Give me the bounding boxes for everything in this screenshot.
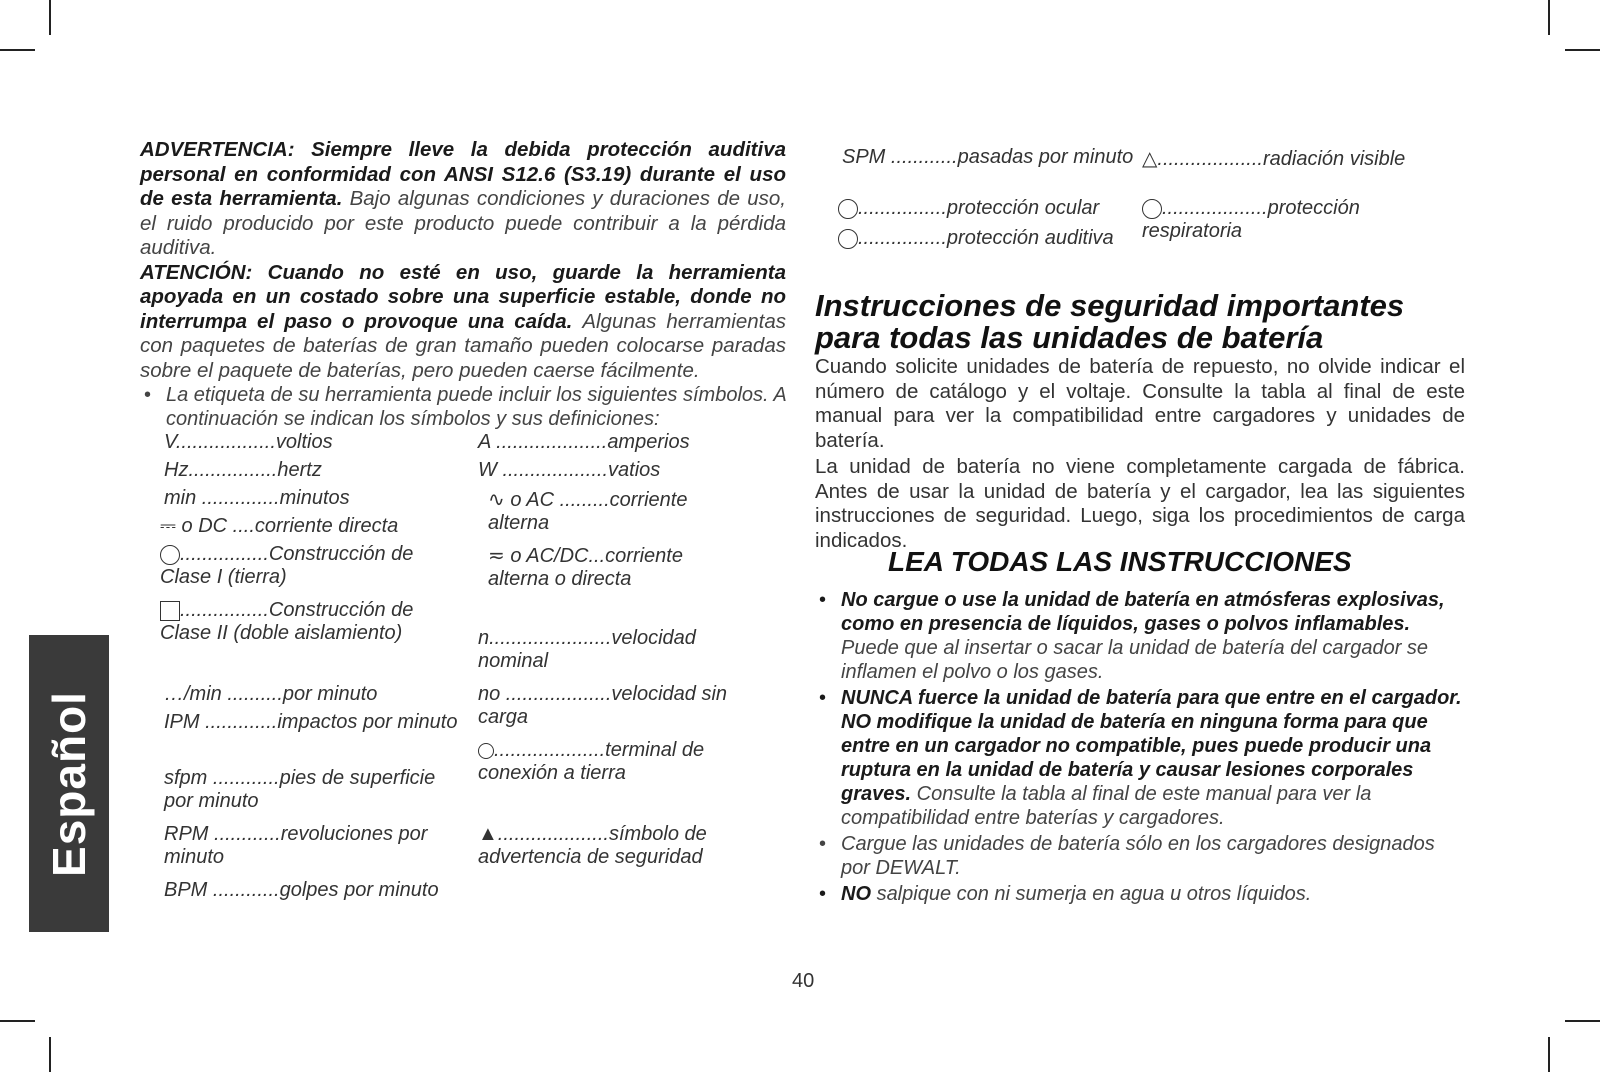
language-tab-label: Español bbox=[43, 690, 95, 877]
symbol-row: ⎓ o DC ....corriente directa bbox=[160, 515, 399, 537]
ac-icon: ∿ bbox=[488, 489, 505, 511]
crop-mark bbox=[1548, 0, 1550, 35]
symbol-row: W ...................vatios bbox=[478, 459, 661, 481]
crop-mark bbox=[0, 49, 35, 51]
symbol-row: min ..............minutos bbox=[164, 487, 350, 509]
warning-hearing-text: Bajo algunas condiciones y duraciones de uso, el ruido producido por este producto puede contribuir a la pérdida auditiva. bbox=[140, 187, 786, 259]
crop-mark bbox=[0, 1020, 35, 1022]
symbol-row: no ...................velocidad sin carga bbox=[478, 683, 728, 728]
symbol-row: V..................voltios bbox=[164, 431, 333, 453]
hearing-protection-icon bbox=[838, 229, 858, 249]
crop-mark bbox=[1565, 1020, 1600, 1022]
list-item: • No cargue o use la unidad de batería en atmósferas explosivas, como en presencia de líquidos, gases o polvos inflamables. Puede que al insertar o sacar la unidad de batería del cargador se inflamen el polvo o los gases. bbox=[815, 588, 1465, 684]
warning-hearing-bold: ADVERTENCIA: Siempre lleve la debida protección auditiva personal en conformidad con ANSI S12.6 (S3.19) durante el uso de esta herramienta. bbox=[140, 138, 786, 210]
symbols-intro: • La etiqueta de su herramienta puede incluir los siguientes símbolos. A continuación se indican los símbolos y sus definiciones: bbox=[140, 383, 786, 431]
symbol-row: ...................protección respiratoria bbox=[1142, 197, 1360, 242]
bullet-list bbox=[815, 588, 1465, 906]
page-number: 40 bbox=[792, 970, 815, 992]
class1-icon bbox=[160, 545, 180, 565]
paragraph-not-charged: La unidad de batería no viene completamente cargada de fábrica. Antes de usar la unidad de batería y el cargador, lea las siguientes instrucciones de seguridad. Luego, siga los procedimientos de carga indicados. bbox=[815, 455, 1465, 552]
crop-mark bbox=[1565, 49, 1600, 51]
symbol-row: sfpm ............pies de superficie por minuto bbox=[164, 767, 436, 812]
read-all-heading: LEA TODAS LAS INSTRUCCIONES bbox=[888, 546, 1352, 577]
symbol-row: RPM ............revoluciones por minuto bbox=[164, 823, 428, 868]
section-heading: Instrucciones de seguridad importantes para todas las unidades de batería bbox=[815, 288, 1405, 355]
list-item: • NO salpique con ni sumerja en agua u otros líquidos. bbox=[815, 882, 1465, 906]
symbol-row: △...................radiación visible bbox=[1142, 148, 1406, 170]
acdc-icon: ≂ bbox=[488, 545, 505, 567]
symbol-row: ................protección auditiva bbox=[838, 227, 1138, 250]
respiratory-icon bbox=[1142, 199, 1162, 219]
radiation-icon: △ bbox=[1142, 148, 1158, 170]
dc-icon: ⎓ bbox=[160, 515, 176, 537]
warning-hearing bbox=[140, 138, 786, 261]
symbol-row: Hz................hertz bbox=[164, 459, 322, 481]
symbol-row: ....................terminal de conexión a tierra bbox=[478, 739, 705, 784]
symbol-row: ................protección ocular bbox=[838, 197, 1099, 220]
symbol-row: IPM .............impactos por minuto bbox=[164, 711, 458, 733]
ground-icon bbox=[478, 743, 494, 759]
class2-icon bbox=[160, 601, 180, 621]
language-tab bbox=[29, 635, 109, 932]
symbol-row: n......................velocidad nominal bbox=[478, 627, 696, 672]
crop-mark bbox=[49, 0, 51, 35]
symbol-row: …/min ..........por minuto bbox=[164, 683, 378, 705]
caution-storage-text: Algunas herramientas con paquetes de baterías de gran tamaño pueden colocarse paradas sobre el paquete de baterías, pero pueden caerse fácilmente. bbox=[140, 309, 787, 382]
left-column bbox=[140, 138, 786, 431]
symbol-row: ▲....................símbolo de advertencia de seguridad bbox=[478, 823, 707, 868]
eye-protection-icon bbox=[838, 199, 858, 219]
symbol-row: ................Construcción de Clase II (doble aislamiento) bbox=[160, 599, 414, 644]
list-item: • Cargue las unidades de batería sólo en los cargadores designados por DEWALT. bbox=[815, 832, 1465, 880]
paragraph-spare-batteries: Cuando solicite unidades de batería de repuesto, no olvide indicar el número de catálogo y el voltaje. Consulte la tabla al final de este manual para ver la compatibilidad entre cargadores y unidades de batería. bbox=[815, 355, 1465, 452]
symbol-row: ≂ o AC/DC...corriente alterna o directa bbox=[488, 545, 683, 590]
caution-storage bbox=[140, 261, 786, 384]
symbol-row: BPM ............golpes por minuto bbox=[164, 879, 439, 901]
symbol-row: ................Construcción de Clase I (tierra) bbox=[160, 543, 414, 588]
caution-storage-bold: ATENCIÓN: Cuando no esté en uso, guarde la herramienta apoyada en un costado sobre una superficie estable, donde no interrumpa el paso o provoque una caída. bbox=[140, 260, 786, 333]
symbol-row: A ....................amperios bbox=[478, 431, 690, 453]
list-item: • NUNCA fuerce la unidad de batería para que entre en el cargador. NO modifique la unidad de batería en ninguna forma para que entre en un cargador no compatible, pues puede producir una ruptura en la unidad de batería y causar lesiones corporales graves. Consulte la tabla al final de este manual para ver la compatibilidad entre baterías y cargadores. bbox=[815, 686, 1465, 830]
crop-mark bbox=[1548, 1037, 1550, 1072]
symbol-row: ∿ o AC .........corriente alterna bbox=[488, 489, 688, 534]
crop-mark bbox=[49, 1037, 51, 1072]
symbol-row: SPM ............pasadas por minuto bbox=[842, 146, 1134, 168]
warning-triangle-icon: ▲ bbox=[478, 823, 498, 845]
